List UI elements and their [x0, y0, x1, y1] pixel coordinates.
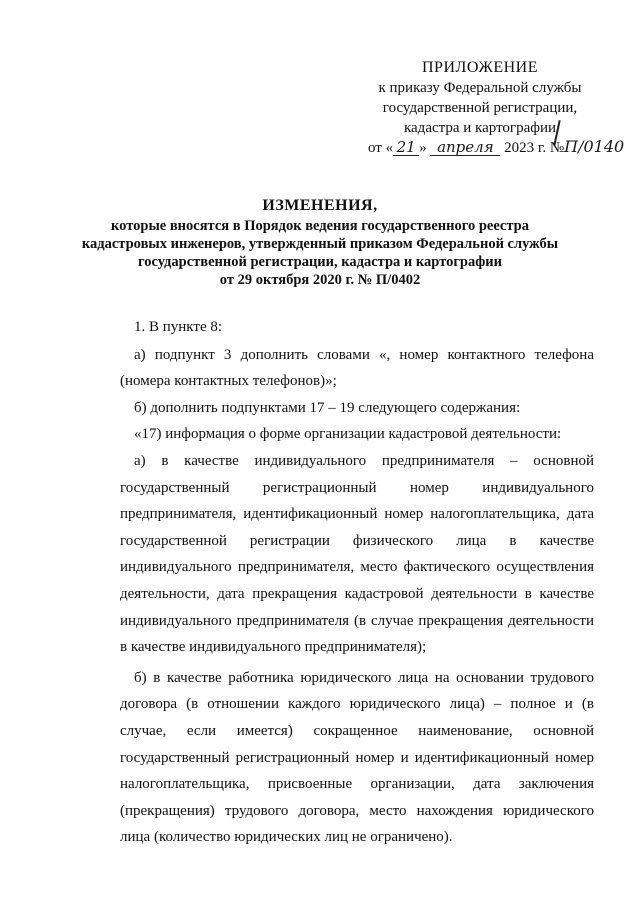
heading-line-4: от 29 октября 2020 г. № П/0402 [219, 272, 421, 288]
order-date-line [360, 137, 625, 158]
appendix-line-2: государственной регистрации, [382, 100, 578, 116]
date-mid: » [419, 140, 427, 156]
order-day-handwritten: 21 [393, 139, 419, 156]
appendix-title: ПРИЛОЖЕНИЕ [421, 59, 538, 76]
heading-title: ИЗМЕНЕНИЯ, [262, 197, 378, 214]
appendix-line-1: к приказу Федеральной службы [378, 80, 582, 96]
order-number-handwritten: П/0140 [564, 137, 625, 156]
date-prefix: от « [368, 140, 394, 156]
order-month-handwritten: апреля [430, 139, 500, 156]
paragraph-17-b: б) в качестве работника юридического лица на основании трудового договора (в отношении каждого юридического лица) – полное и (в случае, если имеется) сокращенное наименование, основной государственный регистрационный номер и идентификационный номер налогоплательщика, присвоенные организации, дата заключения (прекращения) трудового договора, место нахождения юридического лица (количество юридических лиц не ограничено). [120, 669, 594, 846]
heading-line-3: государственной регистрации, кадастра и картографии [138, 254, 502, 270]
document-heading [80, 197, 560, 289]
document-body [120, 314, 594, 851]
appendix-line-3: кадастра и картографии [403, 120, 557, 136]
order-year: 2023 г. № [504, 140, 565, 156]
paragraph-17: «17) информация о форме организации кадастровой деятельности: [134, 426, 562, 443]
subitem-b: б) дополнить подпунктами 17 – 19 следующего содержания: [134, 399, 521, 416]
appendix-block [360, 58, 625, 158]
heading-line-2: кадастровых инженеров, утвержденный приказом Федеральной службы [81, 236, 559, 252]
paragraph-17-a: а) в качестве индивидуального предпринимателя – основной государственный регистрационный номер индивидуального предпринимателя, идентификационный номер налогоплательщика, дата государственной регистрации физического лица в качестве индивидуального предпринимателя, место фактического осуществления деятельности, дата прекращения кадастровой деятельности в качестве индивидуального предпринимателя (в случае прекращения деятельности в качестве индивидуального предпринимателя); [120, 452, 594, 656]
subitem-a: а) подпункт 3 дополнить словами «, номер контактного телефона (номера контактных телефонов)»; [120, 346, 594, 390]
item-1: 1. В пункте 8: [134, 319, 223, 335]
heading-line-1: которые вносятся в Порядок ведения государственного реестра [110, 218, 529, 234]
